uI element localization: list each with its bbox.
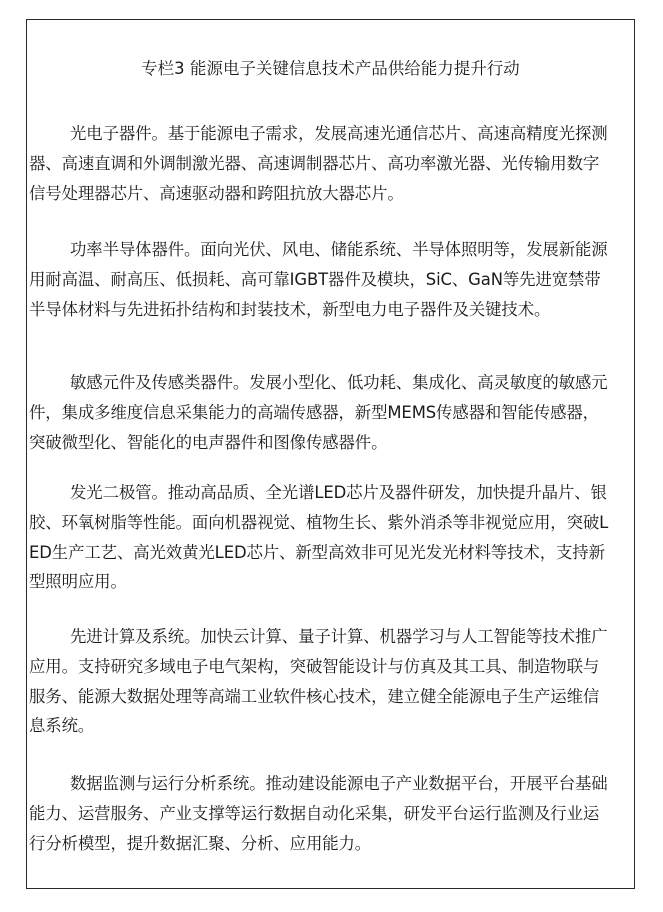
column-title: 专栏3 能源电子关键信息技术产品供给能力提升行动 xyxy=(141,59,520,78)
paragraph-line: ED生产工艺、高光效黄光LED芯片、新型高效非可见光发光材料等技术，支持新 xyxy=(29,542,605,562)
paragraph-line: 数据监测与运行分析系统。推动建设能源电子产业数据平台，开展平台基础 xyxy=(70,774,608,793)
paragraph-line: 型照明应用。 xyxy=(29,572,127,592)
column-box xyxy=(26,19,635,889)
paragraph-line: 用耐高温、耐高压、低损耗、高可靠IGBT器件及模块，SiC、GaN等先进宽禁带 xyxy=(29,269,601,289)
paragraph-line: 突破微型化、智能化的电声器件和图像传感器件。 xyxy=(29,432,388,452)
paragraph-line: 胶、环氧树脂等性能。面向机器视觉、植物生长、紫外消杀等非视觉应用，突破L xyxy=(29,512,609,532)
paragraph-line: 件，集成多维度信息采集能力的高端传感器，新型MEMS传感器和智能传感器， xyxy=(29,402,599,422)
paragraph-line: 信号处理器芯片、高速驱动器和跨阻抗放大器芯片。 xyxy=(29,183,404,203)
section-power-semiconductor-devices xyxy=(27,235,636,324)
paragraph-line: 敏感元件及传感类器件。发展小型化、低功耗、集成化、高灵敏度的敏感元 xyxy=(70,373,608,392)
paragraph-line: 先进计算及系统。加快云计算、量子计算、机器学习与人工智能等技术推广 xyxy=(70,627,608,646)
paragraph-line: 发光二极管。推动高品质、全光谱LED芯片及器件研发，加快提升晶片、银 xyxy=(70,483,607,502)
paragraph-line: 半导体材料与先进拓扑结构和封装技术，新型电力电子器件及关键技术。 xyxy=(29,299,551,319)
paragraph-line: 行分析模型，提升数据汇聚、分析、应用能力。 xyxy=(29,833,372,853)
paragraph-line: 息系统。 xyxy=(29,716,95,736)
paragraph-line: 光电子器件。基于能源电子需求，发展高速光通信芯片、高速高精度光探测 xyxy=(70,124,608,143)
section-optoelectronic-devices xyxy=(27,119,636,208)
section-led xyxy=(27,478,636,597)
paragraph-line: 器、高速直调和外调制激光器、高速调制器芯片、高功率激光器、光传输用数字 xyxy=(29,153,600,173)
paragraph-line: 能力、运营服务、产业支撑等运行数据自动化采集，研发平台运行监测及行业运 xyxy=(29,803,600,823)
paragraph-line: 应用。支持研究多域电子电气架构，突破智能设计与仿真及其工具、制造物联与 xyxy=(29,656,600,676)
section-sensitive-components xyxy=(27,368,636,457)
paragraph-line: 功率半导体器件。面向光伏、风电、储能系统、半导体照明等，发展新能源 xyxy=(70,240,608,259)
paragraph-line: 服务、能源大数据处理等高端工业软件核心技术，建立健全能源电子生产运维信 xyxy=(29,686,600,706)
section-data-monitoring xyxy=(27,769,636,858)
section-advanced-computing xyxy=(27,622,636,741)
